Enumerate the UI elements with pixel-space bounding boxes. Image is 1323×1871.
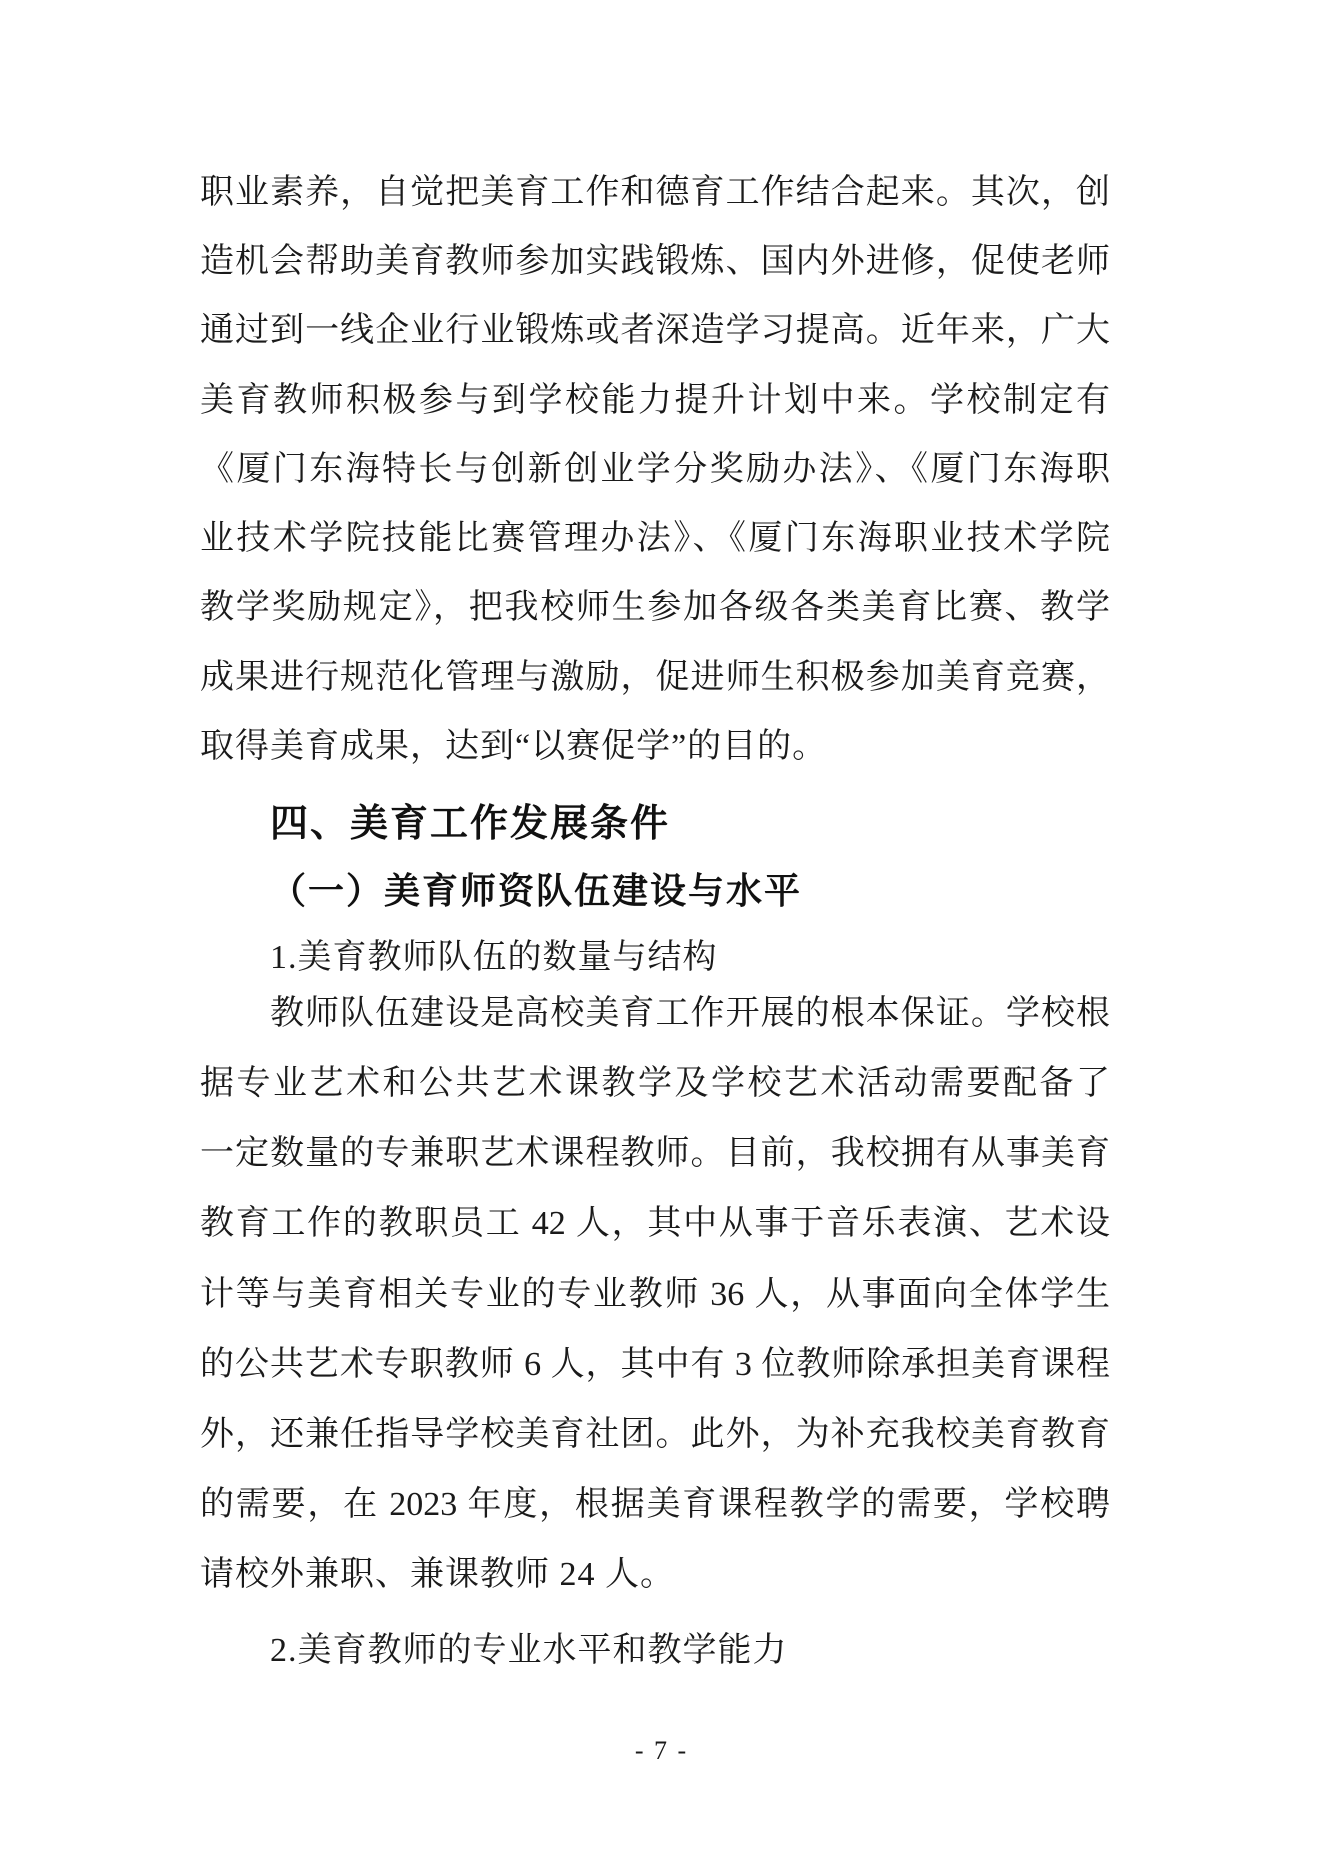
paragraph-line: 取得美育成果，达到“以赛促学”的目的。	[200, 728, 828, 765]
paragraph-line: 通过到一线企业行业锻炼或者深造学习提高。近年来，广大	[200, 312, 1110, 349]
document-text-block	[200, 0, 1110, 1871]
paragraph-line: 《厦门东海特长与创新创业学分奖励办法》、《厦门东海职	[200, 451, 1110, 488]
paragraph-line: 造机会帮助美育教师参加实践锻炼、国内外进修，促使老师	[200, 243, 1110, 280]
paragraph-line: 请校外兼职、兼课教师 24 人。	[200, 1556, 675, 1593]
paragraph-line: 业技术学院技能比赛管理办法》、《厦门东海职业技术学院	[200, 520, 1110, 557]
paragraph-line: 成果进行规范化管理与激励，促进师生积极参加美育竞赛，	[200, 659, 1110, 696]
paragraph-line: 外，还兼任指导学校美育社团。此外，为补充我校美育教育	[200, 1416, 1110, 1453]
paragraph-line: 职业素养，自觉把美育工作和德育工作结合起来。其次，创	[200, 174, 1110, 211]
section-heading: 四、美育工作发展条件	[270, 801, 671, 845]
paragraph-line: 教学奖励规定》，把我校师生参加各级各类美育比赛、教学	[200, 589, 1110, 626]
paragraph-line: 的需要，在 2023 年度，根据美育课程教学的需要，学校聘	[200, 1486, 1110, 1523]
paragraph-line: 一定数量的专兼职艺术课程教师。目前，我校拥有从事美育	[200, 1135, 1110, 1172]
paragraph-line: 美育教师积极参与到学校能力提升计划中来。学校制定有	[200, 382, 1110, 419]
paragraph-line: 据专业艺术和公共艺术课教学及学校艺术活动需要配备了	[200, 1065, 1110, 1102]
numbered-item-heading: 1.美育教师队伍的数量与结构	[270, 939, 718, 976]
paragraph-line: 计等与美育相关专业的专业教师 36 人，从事面向全体学生	[200, 1276, 1110, 1313]
numbered-item-heading: 2.美育教师的专业水平和教学能力	[270, 1632, 788, 1669]
paragraph-line: 教师队伍建设是高校美育工作开展的根本保证。学校根	[270, 995, 1110, 1032]
paragraph-line: 的公共艺术专职教师 6 人，其中有 3 位教师除承担美育课程	[200, 1346, 1110, 1383]
subsection-heading: （一）美育师资队伍建设与水平	[270, 871, 803, 911]
page-number: - 7 -	[634, 1736, 689, 1765]
paragraph-line: 教育工作的教职员工 42 人，其中从事于音乐表演、艺术设	[200, 1205, 1110, 1242]
